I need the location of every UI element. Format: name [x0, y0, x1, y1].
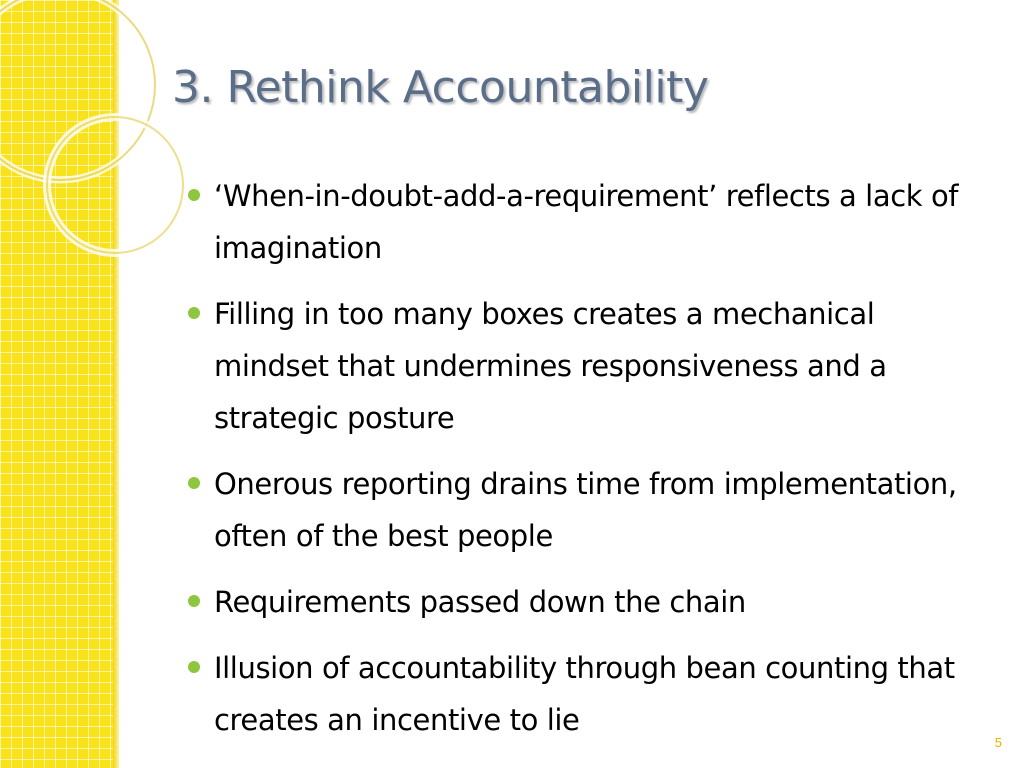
bullet-dot-icon [188, 477, 200, 489]
bullet-item [188, 288, 988, 444]
bullet-text: Illusion of accountability through bean counting that creates an incentive to lie [214, 651, 955, 737]
bullet-item [188, 170, 988, 274]
decorative-rings [0, 0, 200, 260]
bullet-text: Requirements passed down the chain [214, 585, 746, 619]
bullet-list [188, 170, 988, 760]
bullet-text: Filling in too many boxes creates a mechanical mindset that undermines responsiveness and a strategic posture [214, 297, 887, 435]
bullet-dot-icon [188, 661, 200, 673]
bullet-dot-icon [188, 307, 200, 319]
bullet-dot-icon [188, 595, 200, 607]
slide-title: 3. Rethink Accountability [172, 62, 709, 113]
bullet-item [188, 576, 988, 628]
bullet-text: ‘When-in-doubt-add-a-requirement’ reflects a lack of imagination [214, 179, 959, 265]
page-number: 5 [994, 735, 1002, 750]
bullet-text: Onerous reporting drains time from implementation, often of the best people [214, 467, 957, 553]
bullet-dot-icon [188, 189, 200, 201]
bullet-item [188, 458, 988, 562]
bullet-item [188, 642, 988, 746]
